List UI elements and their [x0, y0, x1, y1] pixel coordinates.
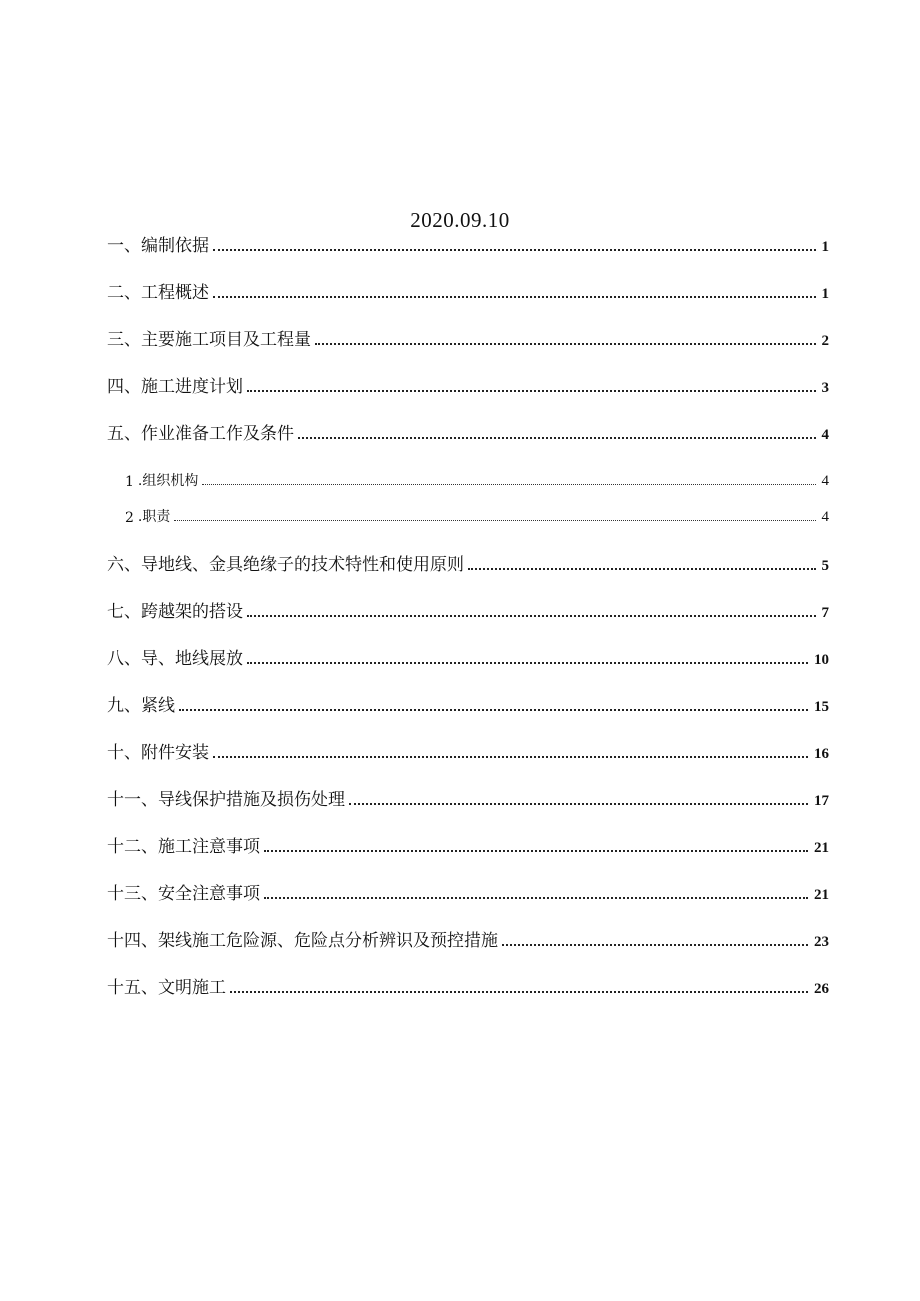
toc-entry[interactable]	[107, 326, 829, 350]
toc-entry-page: 21	[814, 887, 829, 903]
toc-entry-title: 十一、导线保护措施及损伤处理	[107, 790, 345, 810]
toc-entry-page: 5	[821, 558, 829, 574]
toc-entry[interactable]	[107, 927, 829, 951]
dot-leader	[468, 568, 816, 570]
dot-leader	[264, 850, 808, 852]
toc-subentry-number: 1	[125, 474, 134, 490]
toc-entry-page: 2	[821, 333, 829, 349]
toc-entry-page: 4	[821, 509, 829, 525]
toc-entry-title: 十四、架线施工危险源、危险点分析辨识及预控措施	[107, 931, 498, 951]
toc-entry[interactable]	[107, 420, 829, 444]
dot-leader	[315, 343, 816, 345]
toc-entry-page: 10	[814, 652, 829, 668]
toc-entry[interactable]	[107, 833, 829, 857]
dot-leader	[213, 756, 808, 758]
dot-leader	[264, 897, 808, 899]
toc-entry-title: 三、主要施工项目及工程量	[107, 330, 311, 350]
toc-entry[interactable]	[107, 645, 829, 669]
dot-leader	[202, 484, 815, 485]
dot-leader	[213, 249, 816, 251]
toc-entry-title: .职责	[137, 509, 171, 525]
dot-leader	[502, 944, 808, 946]
toc-entry-title: 四、施工进度计划	[107, 377, 243, 397]
toc-entry[interactable]	[107, 373, 829, 397]
toc-entry[interactable]	[107, 232, 829, 256]
toc-entry-page: 1	[821, 286, 829, 302]
dot-leader	[349, 803, 808, 805]
toc-entry-title: 十二、施工注意事项	[107, 837, 260, 857]
dot-leader	[179, 709, 808, 711]
toc-entry-page: 3	[821, 380, 829, 396]
toc-entry-title: 十、附件安装	[107, 743, 209, 763]
dot-leader	[247, 662, 808, 664]
toc-entry[interactable]	[107, 551, 829, 575]
toc-entry[interactable]	[107, 739, 829, 763]
toc-subentry[interactable]	[107, 506, 829, 526]
document-date: 2020.09.10	[410, 208, 510, 232]
dot-leader	[247, 390, 816, 392]
toc-entry-title: 八、导、地线展放	[107, 649, 243, 669]
toc-entry-page: 1	[821, 239, 829, 255]
dot-leader	[298, 437, 816, 439]
toc-entry[interactable]	[107, 786, 829, 810]
toc-entry-title: 五、作业准备工作及条件	[107, 424, 294, 444]
toc-entry-page: 15	[814, 699, 829, 715]
toc-subentry-number: 2	[125, 510, 134, 526]
toc-entry-title: 十五、文明施工	[107, 978, 226, 998]
toc-entry[interactable]	[107, 598, 829, 622]
toc-entry[interactable]	[107, 692, 829, 716]
toc-entry-page: 23	[814, 934, 829, 950]
toc-entry[interactable]	[107, 974, 829, 998]
toc-entry-title: 一、编制依据	[107, 236, 209, 256]
toc-entry-title: 六、导地线、金具绝缘子的技术特性和使用原则	[107, 555, 464, 575]
toc-entry-title: 九、紧线	[107, 696, 175, 716]
toc-entry-page: 16	[814, 746, 829, 762]
toc-entry-page: 26	[814, 981, 829, 997]
toc-entry-page: 7	[821, 605, 829, 621]
toc-subentry[interactable]	[107, 470, 829, 490]
toc-entry-title: 二、工程概述	[107, 283, 209, 303]
toc-entry[interactable]	[107, 279, 829, 303]
toc-entry-page: 4	[821, 473, 829, 489]
dot-leader	[174, 520, 815, 521]
toc-entry-title: 十三、安全注意事项	[107, 884, 260, 904]
toc-entry-page: 17	[814, 793, 829, 809]
toc-entry-page: 4	[821, 427, 829, 443]
toc-entry-page: 21	[814, 840, 829, 856]
dot-leader	[247, 615, 816, 617]
dot-leader	[230, 991, 808, 993]
dot-leader	[213, 296, 816, 298]
toc-entry-title: .组织机构	[137, 473, 199, 489]
toc-entry-title: 七、跨越架的搭设	[107, 602, 243, 622]
toc-entry[interactable]	[107, 880, 829, 904]
